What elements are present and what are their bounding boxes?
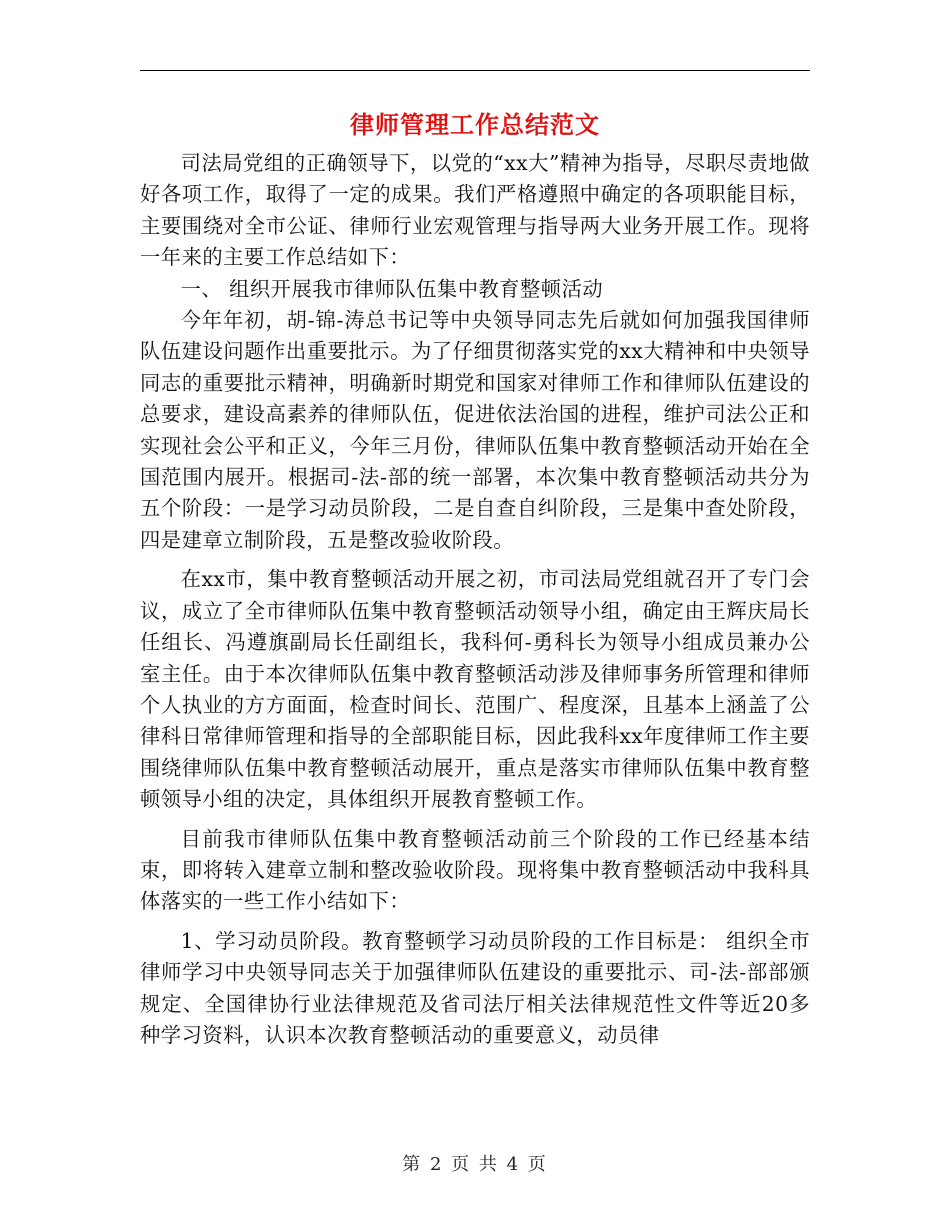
paragraph-stage-1: 1、学习动员阶段。教育整顿学习动员阶段的工作目标是： 组织全市律师学习中央领导同志关于加强律师队伍建设的重要批示、司-法-部部颁规定、全国律协行业法律规范及省司法厅相关法律规范性文件等近20多种学习资料，认识本次教育整顿活动的重要意义，动员律	[140, 928, 810, 1047]
document-body	[140, 148, 810, 1051]
paragraph-progress: 目前我市律师队伍集中教育整顿活动前三个阶段的工作已经基本结束，即将转入建章立制和整改验收阶段。现将集中教育整顿活动中我科具体落实的一些工作小结如下：	[140, 826, 810, 914]
section-heading-1: 一、 组织开展我市律师队伍集中教育整顿活动	[180, 276, 604, 301]
page-number-footer: 第 2 页 共 4 页	[402, 1154, 548, 1175]
paragraph-intro: 司法局党组的正确领导下，以党的“xx大”精神为指导，尽职尽责地做好各项工作，取得了一定的成果。我们严格遵照中确定的各项职能目标，主要围绕对全市公证、律师行业宏观管理与指导两大业务开展工作。现将一年来的主要工作总结如下：	[140, 151, 810, 270]
paragraph-local-organization: 在xx市，集中教育整顿活动开展之初，市司法局党组就召开了专门会议，成立了全市律师队伍集中教育整顿活动领导小组，确定由王辉庆局长任组长、冯遵旗副局长任副组长，我科何-勇科长为领导小组成员兼办公室主任。由于本次律师队伍集中教育整顿活动涉及律师事务所管理和律师个人执业的方方面面，检查时间长、范围广、程度深，且基本上涵盖了公律科日常律师管理和指导的全部职能目标，因此我科xx年度律师工作主要围绕律师队伍集中教育整顿活动展开，重点是落实市律师队伍集中教育整顿领导小组的决定，具体组织开展教育整顿工作。	[140, 567, 810, 812]
header-rule	[140, 70, 810, 71]
document-title: 律师管理工作总结范文	[350, 110, 600, 139]
paragraph-background: 今年年初，胡-锦-涛总书记等中央领导同志先后就如何加强我国律师队伍建设问题作出重要批示。为了仔细贯彻落实党的xx大精神和中央领导同志的重要批示精神，明确新时期党和国家对律师工作和律师队伍建设的总要求，建设高素养的律师队伍，促进依法治国的进程，维护司法公正和实现社会公平和正义，今年三月份，律师队伍集中教育整顿活动开始在全国范围内展开。根据司-法-部的统一部署，本次集中教育整顿活动共分为五个阶段：一是学习动员阶段，二是自查自纠阶段，三是集中查处阶段，四是建章立制阶段，五是整改验收阶段。	[140, 308, 810, 552]
